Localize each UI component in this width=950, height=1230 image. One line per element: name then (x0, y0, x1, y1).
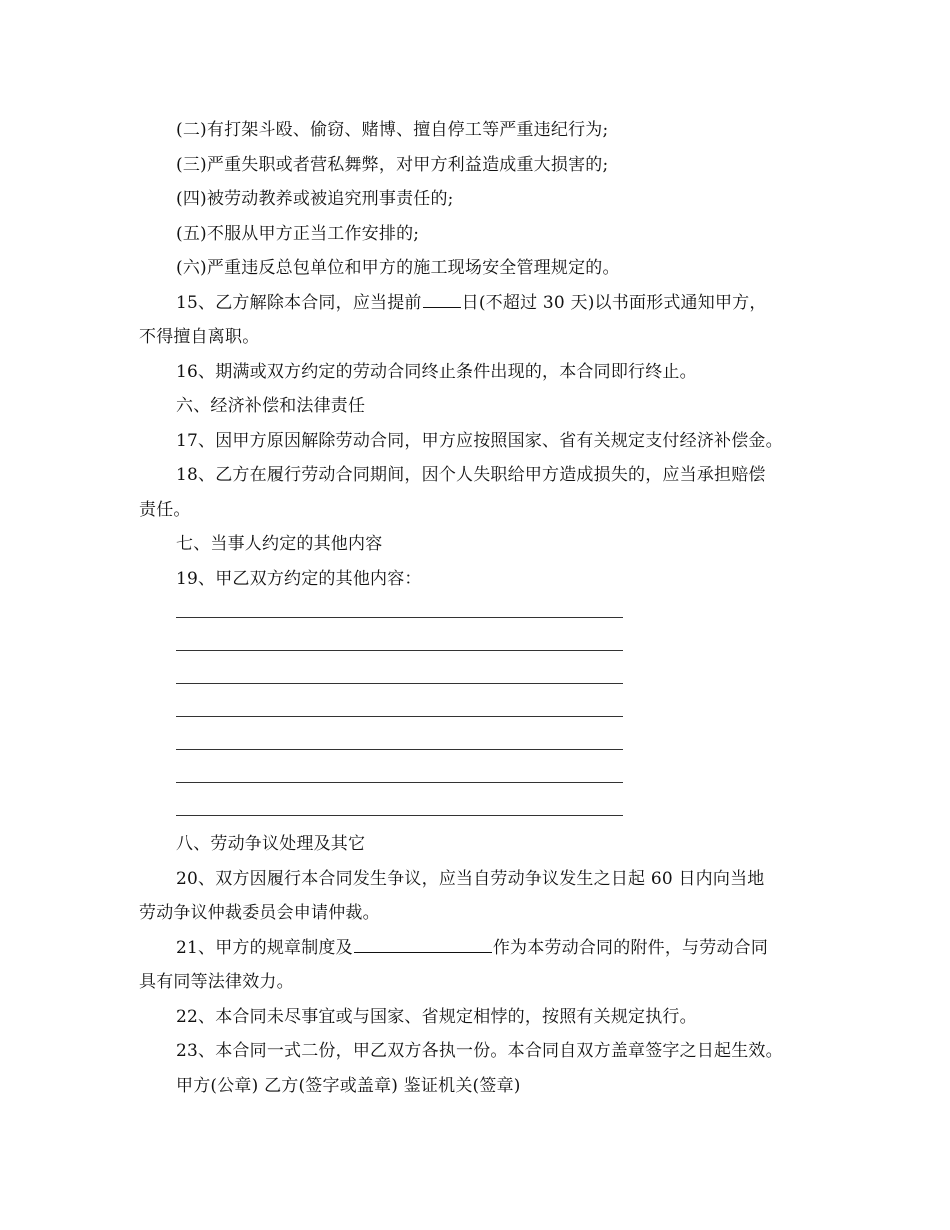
section-heading-7: 七、当事人约定的其他内容 (176, 534, 383, 554)
clause-18-continuation: 责任。 (139, 499, 191, 520)
clause-item-2: (二)有打架斗殴、偷窃、赌博、擅自停工等严重违纪行为; (176, 120, 609, 140)
clause-item-6: (六)严重违反总包单位和甲方的施工现场安全管理规定的。 (176, 258, 620, 278)
underline-rule (176, 617, 623, 618)
clause-15-text-b: 日(不超过 30 天)以书面形式通知甲方， (461, 292, 767, 313)
blank-fill-line (139, 629, 819, 662)
clause-item-4: (四)被劳动教养或被追究刑事责任的; (176, 189, 454, 209)
clause-21-continuation: 具有同等法律效力。 (139, 972, 294, 992)
clause-21-text-a: 21、甲方的规章制度及 (176, 937, 353, 958)
underline-rule (176, 683, 623, 684)
clause-15-continuation: 不得擅自离职。 (139, 327, 260, 347)
signature-line: 甲方(公章) 乙方(签字或盖章) 鉴证机关(签章) (176, 1075, 521, 1096)
underline-rule (176, 716, 623, 717)
blank-fill-line (139, 761, 819, 794)
clause-21-text-b: 作为本劳动合同的附件，与劳动合同 (492, 937, 769, 958)
clause-16: 16、期满或双方约定的劳动合同终止条件出现的，本合同即行终止。 (176, 361, 697, 382)
clause-23: 23、本合同一式二份，甲乙双方各执一份。本合同自双方盖章签字之日起生效。 (176, 1041, 783, 1061)
blank-fill-line (139, 794, 819, 827)
underline-rule (176, 749, 623, 750)
underline-rule (176, 650, 623, 651)
underline-rule (176, 782, 623, 783)
section-heading-6: 六、经济补偿和法律责任 (176, 396, 366, 416)
section-heading-8: 八、劳动争议处理及其它 (176, 834, 366, 854)
clause-22: 22、本合同未尽事宜或与国家、省规定相悖的，按照有关规定执行。 (176, 1006, 697, 1027)
clause-21 (139, 931, 819, 966)
clause-19: 19、甲乙双方约定的其他内容： (176, 568, 422, 589)
blank-fill-line (139, 662, 819, 695)
clause-20-continuation: 劳动争议仲裁委员会申请仲裁。 (139, 903, 380, 923)
blank-fill-line (139, 695, 819, 728)
clause-15-text-a: 15、乙方解除本合同，应当提前 (176, 292, 422, 313)
blank-fill-line (139, 596, 819, 629)
clause-15 (139, 286, 819, 321)
clause-20: 20、双方因履行本合同发生争议，应当自劳动争议发生之日起 60 日内向当地 (176, 868, 765, 889)
notice-days-blank (423, 289, 461, 308)
rules-name-blank (354, 934, 492, 953)
clause-17: 17、因甲方原因解除劳动合同，甲方应按照国家、省有关规定支付经济补偿金。 (176, 430, 783, 451)
underline-rule (176, 815, 623, 816)
clause-18: 18、乙方在履行劳动合同期间，因个人失职给甲方造成损失的，应当承担赔偿 (176, 465, 766, 485)
contract-body (139, 113, 819, 1103)
clause-item-5: (五)不服从甲方正当工作安排的; (176, 223, 420, 244)
clause-item-3: (三)严重失职或者营私舞弊，对甲方利益造成重大损害的; (176, 154, 609, 175)
blank-fill-line (139, 728, 819, 761)
